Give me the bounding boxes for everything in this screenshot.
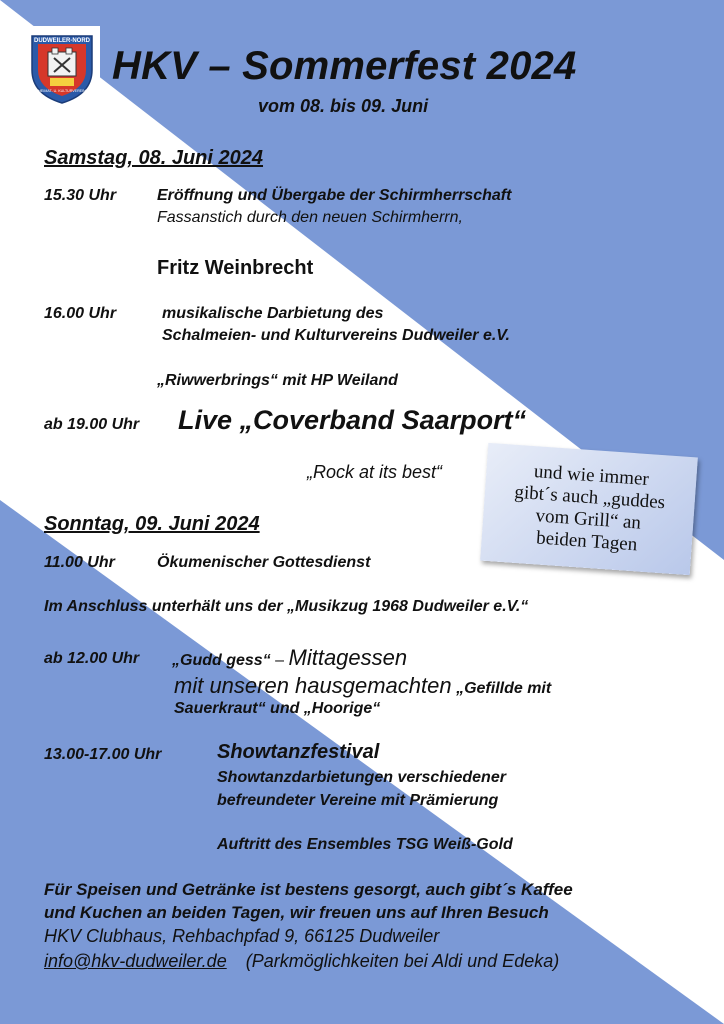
saturday-event1-detail: Fassanstich durch den neuen Schirmherrn, <box>157 209 463 226</box>
sunday-event2-line: Im Anschluss unterhält uns der „Musikzug 1968 Dudweiler e.V.“ <box>44 598 529 615</box>
grill-note-card <box>480 443 698 575</box>
saturday-event1-title: Eröffnung und Übergabe der Schirmherrschaft <box>157 187 512 204</box>
sunday-event3-quote: „Gudd gess“ <box>172 652 271 669</box>
sunday-event3-meal: Mittagessen <box>288 645 408 670</box>
logo-bottom-text: HEIMAT- U. KULTURVEREIN <box>38 89 86 93</box>
sunday-event4-extra: Auftritt des Ensembles TSG Weiß-Gold <box>217 836 513 853</box>
page-title: HKV – Sommerfest 2024 <box>112 44 577 88</box>
footer-parking-note: (Parkmöglichkeiten bei Aldi und Edeka) <box>245 951 560 971</box>
footer-email-link[interactable]: info@hkv-dudweiler.de <box>44 951 227 971</box>
sunday-event4-title: Showtanzfestival <box>217 741 380 763</box>
sunday-event3-line2 <box>174 673 551 699</box>
logo-top-text: DUDWEILER-NORD <box>34 38 90 44</box>
saturday-heading: Samstag, 08. Juni 2024 <box>44 147 264 169</box>
sunday-event3-line2-b: „Gefillde mit <box>456 680 552 697</box>
saturday-event3-title: Live „Coverband Saarport“ <box>178 405 527 435</box>
sunday-event4-time: 13.00-17.00 Uhr <box>44 746 162 763</box>
sunday-event4-line2: befreundeter Vereine mit Prämierung <box>217 792 499 809</box>
saturday-event2-line2: Schalmeien- und Kulturvereins Dudweiler e.V. <box>162 327 510 344</box>
saturday-event3-time: ab 19.00 Uhr <box>44 416 140 433</box>
grill-note-text: und wie immer gibt´s auch „guddes vom Grill“ an beiden Tagen <box>513 461 666 556</box>
saturday-event2-extra: „Riwwerbrings“ mit HP Weiland <box>157 372 398 389</box>
footer-line1: Für Speisen und Getränke ist bestens gesorgt, auch gibt´s Kaffee <box>44 880 573 899</box>
sunday-event3-line2-a: mit unseren hausgemachten <box>174 673 452 698</box>
footer-line2: und Kuchen an beiden Tagen, wir freuen uns auf Ihren Besuch <box>44 903 549 922</box>
sunday-event4-line1: Showtanzdarbietungen verschiedener <box>217 769 506 786</box>
sunday-heading: Sonntag, 09. Juni 2024 <box>44 513 260 535</box>
saturday-event2-line1: musikalische Darbietung des <box>162 305 384 322</box>
saturday-event3-tagline: „Rock at its best“ <box>307 462 443 482</box>
sunday-event3-dash: – <box>275 652 285 669</box>
footer-contact-line <box>44 951 559 972</box>
saturday-event2-time: 16.00 Uhr <box>44 305 117 322</box>
sunday-event3-time: ab 12.00 Uhr <box>44 650 140 667</box>
club-logo <box>24 26 100 106</box>
footer-address: HKV Clubhaus, Rehbachpfad 9, 66125 Dudweiler <box>44 926 440 946</box>
sunday-event1-title: Ökumenischer Gottesdienst <box>157 554 371 571</box>
sunday-event3-line3: Sauerkraut“ und „Hoorige“ <box>174 700 381 717</box>
saturday-event1-name: Fritz Weinbrecht <box>157 257 314 279</box>
page-subtitle: vom 08. bis 09. Juni <box>258 96 429 116</box>
sunday-event1-time: 11.00 Uhr <box>44 554 115 571</box>
sunday-event3-line1 <box>172 645 407 671</box>
saturday-event1-time: 15.30 Uhr <box>44 187 117 204</box>
